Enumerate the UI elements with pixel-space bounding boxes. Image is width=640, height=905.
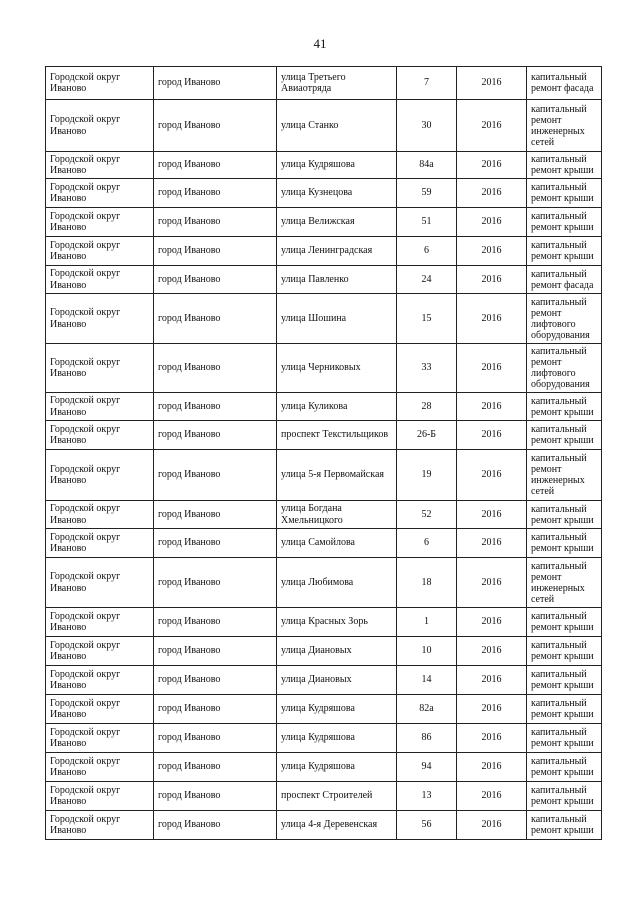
table-row — [46, 501, 602, 529]
table-row — [46, 637, 602, 666]
street-cell: улица Черниковых — [277, 344, 397, 393]
work-type-cell: капитальный ремонт крыши — [527, 529, 602, 558]
year-cell: 2016 — [457, 529, 527, 558]
year-cell: 2016 — [457, 393, 527, 421]
year-cell: 2016 — [457, 811, 527, 840]
city-cell: город Иваново — [154, 179, 277, 208]
street-cell: улица Павленко — [277, 266, 397, 294]
street-cell: улица Кудряшова — [277, 695, 397, 724]
work-type-cell: капитальный ремонт крыши — [527, 208, 602, 237]
table-row — [46, 67, 602, 100]
municipality-cell: Городской округ Иваново — [46, 529, 154, 558]
house-cell: 94 — [397, 753, 457, 782]
table-row — [46, 666, 602, 695]
year-cell: 2016 — [457, 695, 527, 724]
house-cell: 15 — [397, 294, 457, 344]
work-type-cell: капитальный ремонт крыши — [527, 753, 602, 782]
municipality-cell: Городской округ Иваново — [46, 393, 154, 421]
city-cell: город Иваново — [154, 666, 277, 695]
street-cell: улица Диановых — [277, 666, 397, 695]
city-cell: город Иваново — [154, 450, 277, 501]
table-row — [46, 753, 602, 782]
house-cell: 24 — [397, 266, 457, 294]
house-cell: 19 — [397, 450, 457, 501]
street-cell: улица Диановых — [277, 637, 397, 666]
city-cell: город Иваново — [154, 558, 277, 608]
house-cell: 51 — [397, 208, 457, 237]
street-cell: улица Кудряшова — [277, 724, 397, 753]
house-cell: 13 — [397, 782, 457, 811]
municipality-cell: Городской округ Иваново — [46, 450, 154, 501]
year-cell: 2016 — [457, 344, 527, 393]
street-cell: улица Ленинградская — [277, 237, 397, 266]
table-row — [46, 179, 602, 208]
street-cell: проспект Строителей — [277, 782, 397, 811]
work-type-cell: капитальный ремонт крыши — [527, 179, 602, 208]
page-number: 41 — [313, 36, 327, 51]
registry-body — [46, 67, 602, 840]
house-cell: 6 — [397, 237, 457, 266]
city-cell: город Иваново — [154, 67, 277, 100]
city-cell: город Иваново — [154, 529, 277, 558]
year-cell: 2016 — [457, 152, 527, 179]
street-cell: улица Богдана Хмельницкого — [277, 501, 397, 529]
house-cell: 28 — [397, 393, 457, 421]
house-cell: 52 — [397, 501, 457, 529]
city-cell: город Иваново — [154, 637, 277, 666]
table-row — [46, 695, 602, 724]
street-cell: улица Шошина — [277, 294, 397, 344]
house-cell: 18 — [397, 558, 457, 608]
house-cell: 82а — [397, 695, 457, 724]
work-type-cell: капитальный ремонт крыши — [527, 421, 602, 450]
city-cell: город Иваново — [154, 421, 277, 450]
city-cell: город Иваново — [154, 344, 277, 393]
municipality-cell: Городской округ Иваново — [46, 637, 154, 666]
table-row — [46, 393, 602, 421]
street-cell: улица Станко — [277, 100, 397, 152]
municipality-cell: Городской округ Иваново — [46, 67, 154, 100]
work-type-cell: капитальный ремонт крыши — [527, 393, 602, 421]
street-cell: улица Кудряшова — [277, 152, 397, 179]
municipality-cell: Городской округ Иваново — [46, 152, 154, 179]
work-type-cell: капитальный ремонт крыши — [527, 237, 602, 266]
house-cell: 33 — [397, 344, 457, 393]
work-type-cell: капитальный ремонт фасада — [527, 67, 602, 100]
table-row — [46, 237, 602, 266]
work-type-cell: капитальный ремонт крыши — [527, 695, 602, 724]
table-row — [46, 724, 602, 753]
year-cell: 2016 — [457, 666, 527, 695]
street-cell: улица Красных Зорь — [277, 608, 397, 637]
year-cell: 2016 — [457, 208, 527, 237]
municipality-cell: Городской округ Иваново — [46, 266, 154, 294]
house-cell: 30 — [397, 100, 457, 152]
year-cell: 2016 — [457, 266, 527, 294]
municipality-cell: Городской округ Иваново — [46, 558, 154, 608]
year-cell: 2016 — [457, 67, 527, 100]
house-cell: 6 — [397, 529, 457, 558]
year-cell: 2016 — [457, 782, 527, 811]
table-row — [46, 421, 602, 450]
municipality-cell: Городской округ Иваново — [46, 666, 154, 695]
municipality-cell: Городской округ Иваново — [46, 724, 154, 753]
street-cell: проспект Текстильщиков — [277, 421, 397, 450]
year-cell: 2016 — [457, 294, 527, 344]
work-type-cell: капитальный ремонт лифтового оборудования — [527, 344, 602, 393]
city-cell: город Иваново — [154, 501, 277, 529]
table-row — [46, 344, 602, 393]
work-type-cell: капитальный ремонт инженерных сетей — [527, 558, 602, 608]
table-row — [46, 782, 602, 811]
city-cell: город Иваново — [154, 294, 277, 344]
municipality-cell: Городской округ Иваново — [46, 344, 154, 393]
municipality-cell: Городской округ Иваново — [46, 100, 154, 152]
table-row — [46, 152, 602, 179]
table-row — [46, 529, 602, 558]
table-row — [46, 811, 602, 840]
municipality-cell: Городской округ Иваново — [46, 782, 154, 811]
city-cell: город Иваново — [154, 724, 277, 753]
house-cell: 84а — [397, 152, 457, 179]
street-cell: улица 4-я Деревенская — [277, 811, 397, 840]
municipality-cell: Городской округ Иваново — [46, 208, 154, 237]
house-cell: 26-Б — [397, 421, 457, 450]
city-cell: город Иваново — [154, 695, 277, 724]
year-cell: 2016 — [457, 724, 527, 753]
city-cell: город Иваново — [154, 208, 277, 237]
work-type-cell: капитальный ремонт крыши — [527, 782, 602, 811]
year-cell: 2016 — [457, 237, 527, 266]
municipality-cell: Городской округ Иваново — [46, 608, 154, 637]
city-cell: город Иваново — [154, 608, 277, 637]
work-type-cell: капитальный ремонт инженерных сетей — [527, 450, 602, 501]
work-type-cell: капитальный ремонт инженерных сетей — [527, 100, 602, 152]
work-type-cell: капитальный ремонт лифтового оборудования — [527, 294, 602, 344]
street-cell: улица Кузнецова — [277, 179, 397, 208]
table-row — [46, 100, 602, 152]
work-type-cell: капитальный ремонт крыши — [527, 666, 602, 695]
table-row — [46, 608, 602, 637]
year-cell: 2016 — [457, 558, 527, 608]
city-cell: город Иваново — [154, 753, 277, 782]
street-cell: улица Велижская — [277, 208, 397, 237]
municipality-cell: Городской округ Иваново — [46, 237, 154, 266]
municipality-cell: Городской округ Иваново — [46, 695, 154, 724]
house-cell: 14 — [397, 666, 457, 695]
work-type-cell: капитальный ремонт крыши — [527, 608, 602, 637]
year-cell: 2016 — [457, 179, 527, 208]
city-cell: город Иваново — [154, 152, 277, 179]
year-cell: 2016 — [457, 100, 527, 152]
repair-registry-table — [45, 66, 602, 840]
year-cell: 2016 — [457, 450, 527, 501]
municipality-cell: Городской округ Иваново — [46, 179, 154, 208]
street-cell: улица Третьего Авиаотряда — [277, 67, 397, 100]
year-cell: 2016 — [457, 501, 527, 529]
house-cell: 86 — [397, 724, 457, 753]
year-cell: 2016 — [457, 753, 527, 782]
work-type-cell: капитальный ремонт крыши — [527, 811, 602, 840]
street-cell: улица Самойлова — [277, 529, 397, 558]
house-cell: 7 — [397, 67, 457, 100]
municipality-cell: Городской округ Иваново — [46, 501, 154, 529]
house-cell: 59 — [397, 179, 457, 208]
year-cell: 2016 — [457, 608, 527, 637]
house-cell: 10 — [397, 637, 457, 666]
table-row — [46, 294, 602, 344]
municipality-cell: Городской округ Иваново — [46, 294, 154, 344]
work-type-cell: капитальный ремонт крыши — [527, 637, 602, 666]
table-row — [46, 266, 602, 294]
year-cell: 2016 — [457, 421, 527, 450]
work-type-cell: капитальный ремонт крыши — [527, 152, 602, 179]
city-cell: город Иваново — [154, 266, 277, 294]
municipality-cell: Городской округ Иваново — [46, 811, 154, 840]
city-cell: город Иваново — [154, 811, 277, 840]
work-type-cell: капитальный ремонт крыши — [527, 501, 602, 529]
street-cell: улица Кудряшова — [277, 753, 397, 782]
house-cell: 1 — [397, 608, 457, 637]
street-cell: улица Любимова — [277, 558, 397, 608]
work-type-cell: капитальный ремонт крыши — [527, 724, 602, 753]
city-cell: город Иваново — [154, 237, 277, 266]
street-cell: улица 5-я Первомайская — [277, 450, 397, 501]
city-cell: город Иваново — [154, 100, 277, 152]
city-cell: город Иваново — [154, 393, 277, 421]
city-cell: город Иваново — [154, 782, 277, 811]
table-row — [46, 450, 602, 501]
table-row — [46, 208, 602, 237]
house-cell: 56 — [397, 811, 457, 840]
work-type-cell: капитальный ремонт фасада — [527, 266, 602, 294]
street-cell: улица Куликова — [277, 393, 397, 421]
table-row — [46, 558, 602, 608]
municipality-cell: Городской округ Иваново — [46, 421, 154, 450]
year-cell: 2016 — [457, 637, 527, 666]
municipality-cell: Городской округ Иваново — [46, 753, 154, 782]
